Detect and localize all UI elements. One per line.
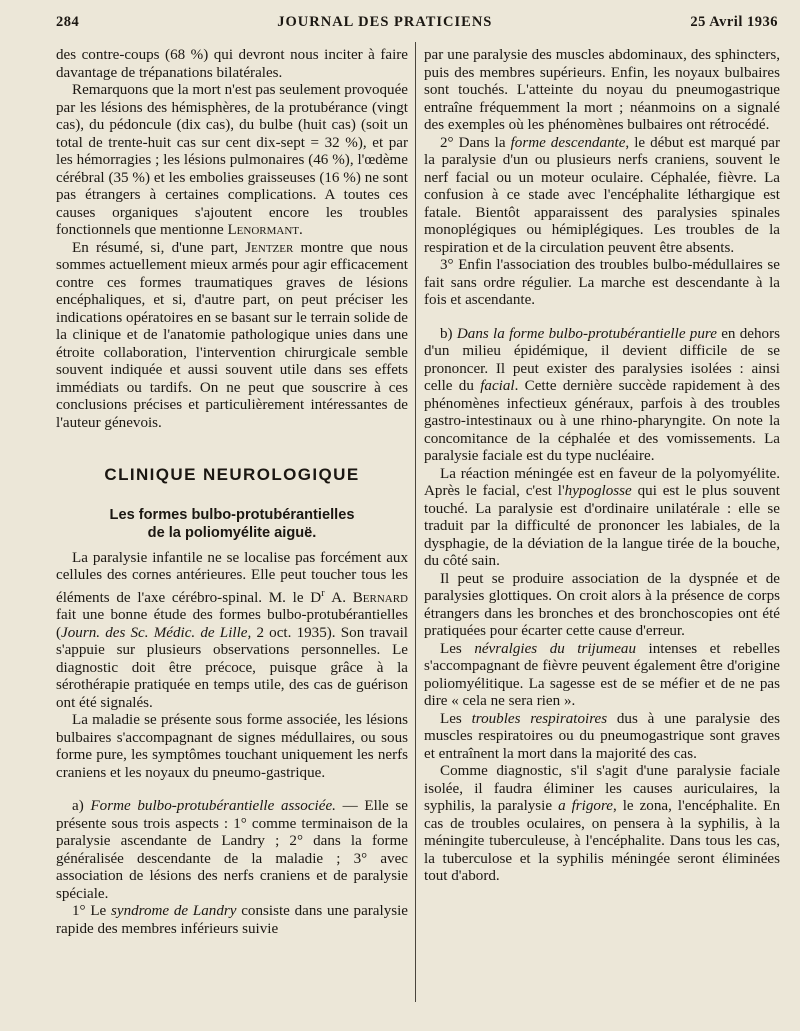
paragraph: La réaction méningée est en faveur de la polyomyélite. Après le facial, c'est l'hypoglosse qui est le plus souvent touché. La paralysie est d'ordinaire unilatérale : elle se traduit par la difficulté de prononcer les labiales, de la dysphagie, de la déviation de la langue tirée de la bouche, du côté sain.: [424, 465, 780, 569]
issue-date: 25 Avril 1936: [690, 14, 778, 30]
author-name: Jentzer: [245, 239, 294, 256]
paragraph: a) Forme bulbo-protubérantielle associée. — Elle se présente sous trois aspects : 1° comme terminaison de la paralysie ascendante de Landry ; 2° dans la forme généralisée descendante de la maladie ; 3° avec association de lésions des nerfs craniens et de paralysie spéciale.: [56, 798, 408, 902]
paragraph: par une paralysie des muscles abdominaux, des sphincters, puis des membres supérieurs. Enfin, les noyaux bulbaires sont touchés. L'atteinte du noyau du pneumogastrique entraîne fréquemment la mort ; néanmoins on a signalé des exemples où les phénomènes bulbaires ont rétrocédé.: [424, 47, 780, 133]
paragraph: La maladie se présente sous forme associée, les lésions bulbaires s'accompagnant de signes médullaires, ou sous forme pure, les symptômes touchant uniquement les nerfs craniens et les noyaux du pneumo-gastrique.: [56, 712, 408, 781]
page-number: 284: [56, 14, 80, 30]
running-header: [56, 14, 778, 38]
paragraph: Les troubles respiratoires dus à une paralysie des muscles respiratoires ou du pneumogastrique sont graves et entraînent la mort dans la majorité des cas.: [424, 710, 780, 762]
paragraph: 2° Dans la forme descendante, le début est marqué par la paralysie d'un ou plusieurs nerfs craniens, souvent le nerf facial ou un moteur oculaire. Céphalée, fièvre. La confusion à ce stade avec l'encéphalite léthargique est fatale. Bientôt apparaissent des paralysies spinales monoplégiques ou hémiplégiques. Les troubles de la respiration et de la circulation peuvent être absents.: [424, 134, 781, 256]
paragraph: Il peut se produire association de la dyspnée et de paralysies glottiques. On croit alors à la présence de corps étrangers dans les bronches et des bronchoscopies ont été pratiquées pour écarter cette cause d'erreur.: [424, 570, 780, 639]
paragraph: 1° Le syndrome de Landry consiste dans une paralysie rapide des membres inférieurs suivie: [56, 903, 409, 937]
author-name: Lenormant: [227, 222, 300, 238]
left-column: [56, 47, 408, 938]
paragraph: 3° Enfin l'association des troubles bulbo-médullaires se fait sans ordre régulier. La marche est descendante à la fois et ascendante.: [424, 257, 780, 308]
article-title: Les formes bulbo-protubérantielles de la poliomyélite aiguë.: [109, 506, 355, 541]
paragraph: En résumé, si, d'une part, Jentzer montre que nous sommes actuellement mieux armés pour agir efficacement contre ces formes traumatiques graves de lésions encéphaliques, et si, d'autre part, on peut préciser les indications opératoires en se basant sur le terrain solide de la clinique et de l'anatomie pathologique unies dans une étroite collaboration, l'intervention chirurgicale semble souvent indiquée et aussi souvent utile dans ses effets immédiats ou tardifs. On ne peut que souscrire à ces conclusions précises et particulièrement intéressantes de l'auteur génevois.: [56, 239, 408, 431]
paragraph: des contre-coups (68 %) qui devront nous inciter à faire davantage de trépanations bilatérales.: [56, 47, 408, 81]
journal-title: JOURNAL DES PRATICIENS: [277, 14, 493, 30]
paragraph: La paralysie infantile ne se localise pas forcément aux cellules des cornes antérieures. Elle peut toucher tous les éléments de l'axe cérébro-spinal. M. le $D^r$ A. Bernard fait une bonne étude des formes bulbo-protubérantielles (Journ. des Sc. Médic. de Lille, 2 oct. 1935). Son travail s'appuie sur plusieurs observations personnelles. Le diagnostic doit être précoce, puisque grâce à la sérothérapie pratiquée en temps utile, des cas de guérison ont été signalés.: [56, 549, 408, 711]
paragraph: Les névralgies du trijumeau intenses et rebelles s'accompagnant de fièvre peuvent également être d'origine poliomyélitique. La sagesse est de se méfier et de ne pas dire « cela ne sera rien ».: [424, 640, 780, 709]
section-heading: CLINIQUE NEUROLOGIQUE: [104, 465, 360, 484]
paragraph: b) Dans la forme bulbo-protubérantielle pure en dehors d'un milieu épidémique, il devient difficile de se prononcer. Il peut exister des paralysies isolées : ainsi celle du facial. Cette dernière succède rapidement à des phénomènes infectieux généraux, parfois à des troubles gastro-intestinaux ou à une rhino-pharyngite. On note la concomitance de la céphalée et des vomissements. La paralysie faciale est du type nucléaire.: [424, 325, 780, 464]
author-name: A. Bernard: [331, 589, 408, 606]
paragraph: Comme diagnostic, s'il s'agit d'une paralysie faciale isolée, il faudra éliminer les causes auriculaires, la syphilis, la paralysie a frigore, le zona, l'encéphalite. En cas de troubles oculaires, on pensera à la syphilis, à la méningite tuberculeuse, à l'encéphalite. Dans tous les cas, la tuberculose et la syphilis méningée seront éliminées tout d'abord.: [424, 763, 780, 884]
right-column: [424, 47, 780, 886]
column-divider: [415, 42, 416, 1002]
journal-reference: Journ. des Sc. Médic. de Lille,: [61, 624, 252, 641]
paragraph: Remarquons que la mort n'est pas seulement provoquée par les lésions des hémisphères, de la protubérance (vingt cas), du pédoncule (dix cas), du bulbe (huit cas) (soit un total de trente-huit cas sur cent dix-sept = 32 %), et par les hémorragies ; les lésions pulmonaires (46 %), l'œdème cérébral (35 %) et les embolies graisseuses (16 %) ne sont pas étrangers à certaines complications. A toutes ces causes organiques s'ajoutent encore les troubles fonctionnels que mentionne Lenormant.: [56, 82, 408, 238]
